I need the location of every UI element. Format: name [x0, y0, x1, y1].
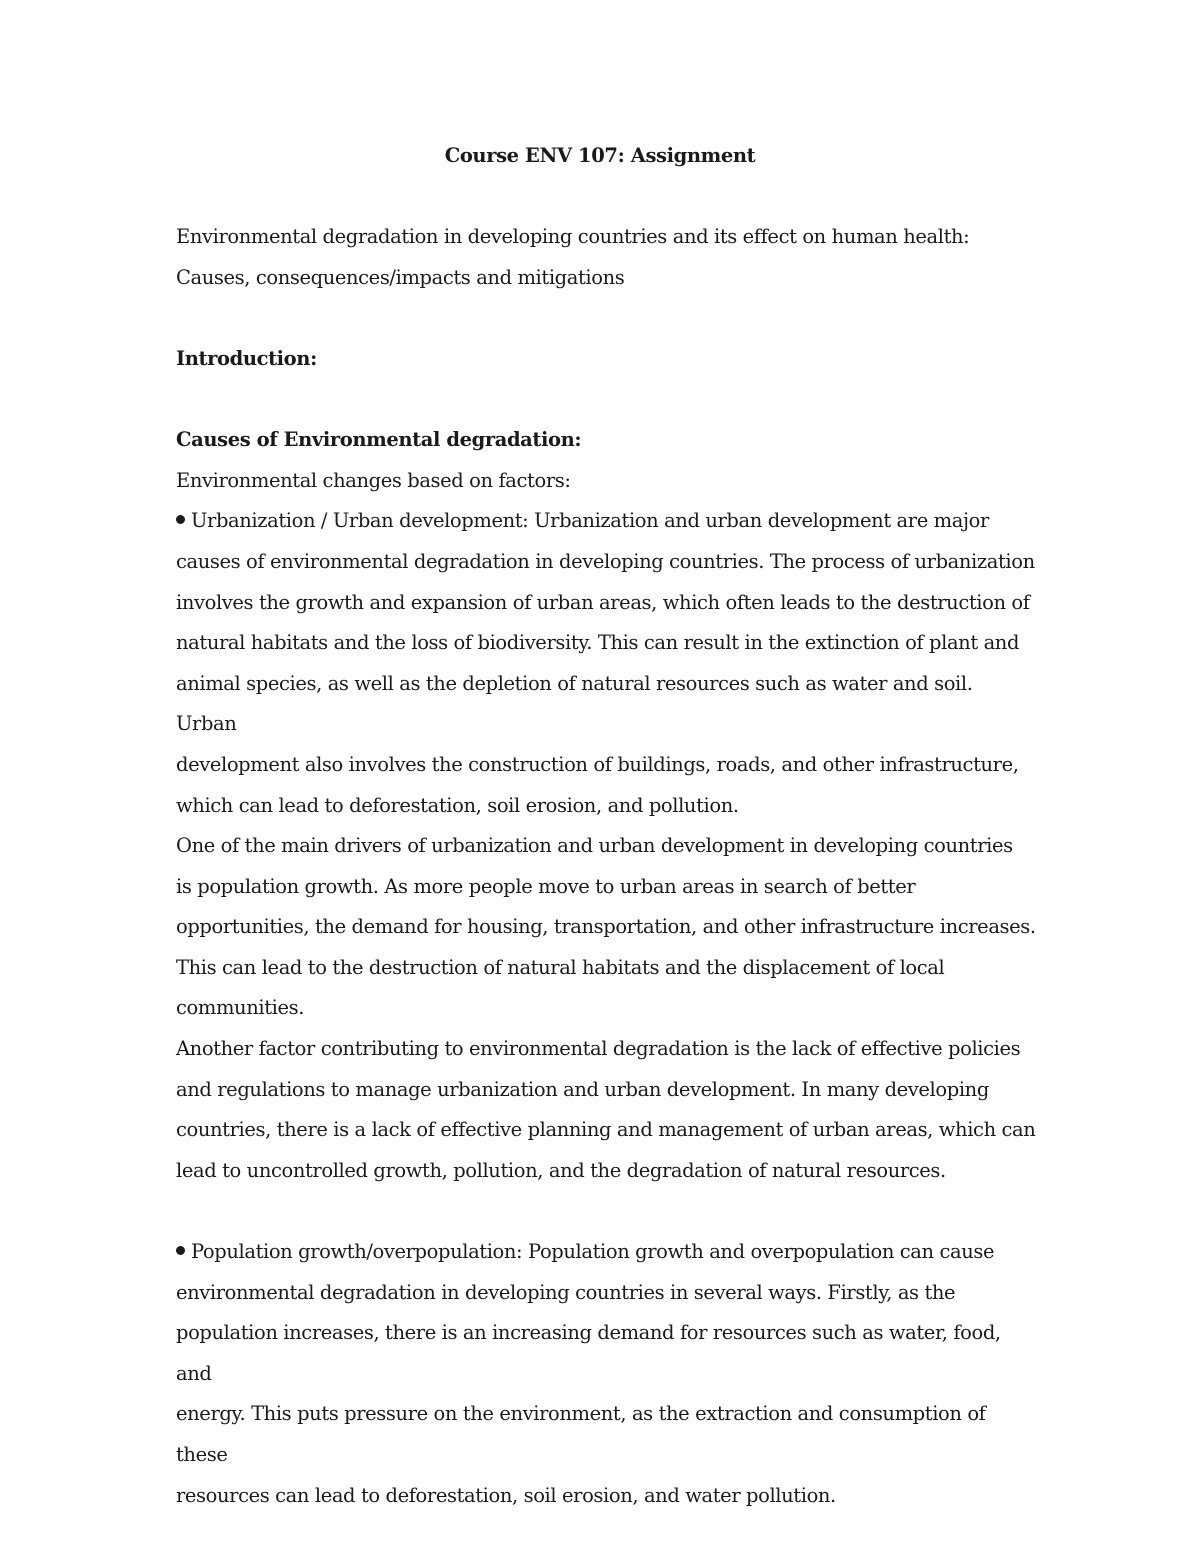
paragraph-line: opportunities, the demand for housing, transportation, and other infrastructure increases. [176, 915, 1036, 939]
causes-heading: Causes of Environmental degradation: [176, 428, 582, 452]
subtitle-line: Causes, consequences/impacts and mitigations [176, 265, 625, 289]
paragraph-line: is population growth. As more people move to urban areas in search of better [176, 874, 916, 898]
causes-intro: Environmental changes based on factors: [176, 468, 571, 492]
bullet-urbanization-first-line [176, 501, 1036, 542]
paragraph-line: natural habitats and the loss of biodiversity. This can result in the extinction of plant and [176, 631, 1020, 655]
paragraph-line: energy. This puts pressure on the environment, as the extraction and consumption of these [176, 1402, 986, 1466]
paragraph-line: resources can lead to deforestation, soil erosion, and water pollution. [176, 1483, 836, 1507]
paragraph-line: involves the growth and expansion of urban areas, which often leads to the destruction of [176, 590, 1030, 614]
document-title: Course ENV 107: Assignment [444, 144, 756, 167]
bullet-population-first-line [176, 1232, 1036, 1273]
paragraph-line: This can lead to the destruction of natural habitats and the displacement of local [176, 955, 945, 979]
paragraph-line: environmental degradation in developing countries in several ways. Firstly, as the [176, 1280, 956, 1304]
paragraph-line: countries, there is a lack of effective planning and management of urban areas, which can [176, 1118, 1036, 1142]
bullet-dot-icon [176, 1246, 185, 1255]
bullet-text: Urbanization / Urban development: Urbanization and urban development are major [191, 509, 989, 533]
paragraph-line: One of the main drivers of urbanization and urban development in developing countries [176, 834, 1013, 858]
paragraph-line: animal species, as well as the depletion of natural resources such as water and soil. Urban [176, 671, 973, 736]
subtitle-line: Environmental degradation in developing countries and its effect on human health: [176, 225, 970, 249]
paragraph-line: and regulations to manage urbanization and urban development. In many developing [176, 1077, 989, 1101]
introduction-heading: Introduction: [176, 346, 317, 370]
paragraph-line: development also involves the construction of buildings, roads, and other infrastructure, [176, 752, 1019, 776]
bullet-text: Population growth/overpopulation: Population growth and overpopulation can cause [191, 1240, 995, 1264]
bullet-dot-icon [176, 515, 185, 524]
paragraph-line: population increases, there is an increasing demand for resources such as water, food, and [176, 1321, 1001, 1385]
document-page [176, 136, 1036, 1516]
paragraph-line: lead to uncontrolled growth, pollution, and the degradation of natural resources. [176, 1158, 946, 1182]
paragraph-line: Another factor contributing to environmental degradation is the lack of effective policies [176, 1037, 1021, 1061]
paragraph-line: which can lead to deforestation, soil erosion, and pollution. [176, 793, 739, 817]
paragraph-line: communities. [176, 996, 305, 1020]
paragraph-line: causes of environmental degradation in developing countries. The process of urbanization [176, 549, 1035, 573]
